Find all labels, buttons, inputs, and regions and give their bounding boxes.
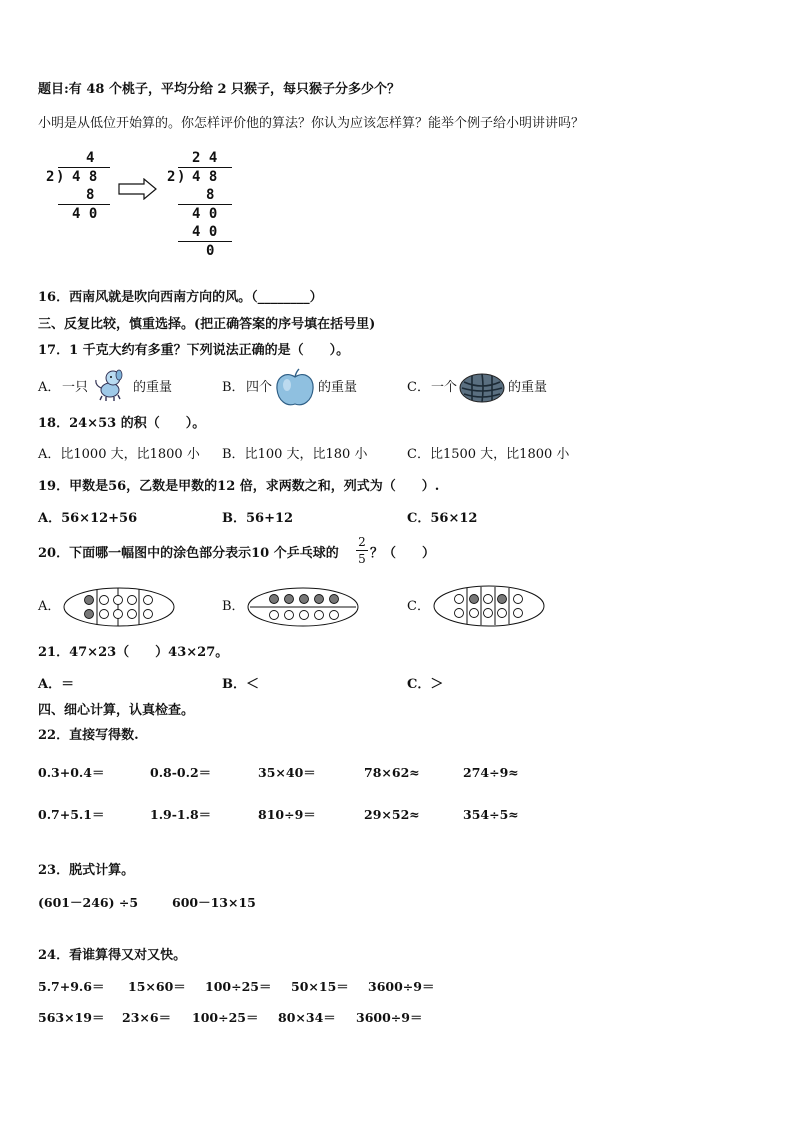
q24-r2-3: 100÷25＝ bbox=[192, 1010, 259, 1025]
question-text: 小明是从低位开始算的。你怎样评价他的算法？你认为应该怎样算？能举个例子给小明讲讲吗？ bbox=[38, 116, 585, 131]
right-sub1: 8 bbox=[206, 187, 215, 203]
q17-a-before: 一只 bbox=[62, 380, 89, 395]
fraction-denominator: 5 bbox=[358, 552, 366, 566]
q24-r2-5: 3600÷9＝ bbox=[356, 1010, 423, 1025]
apple-icon bbox=[274, 368, 316, 408]
right-rem1: 4 0 bbox=[192, 206, 218, 222]
q17-b-letter: B． bbox=[222, 380, 245, 395]
right-quotient: 2 4 bbox=[192, 150, 218, 166]
q17-a-letter: A． bbox=[38, 380, 61, 395]
q16-text: 16．西南风就是吹向西南方向的风。（________） bbox=[38, 290, 323, 305]
q21-option-b[interactable]: B．＜ bbox=[222, 677, 260, 692]
q24-r1-1: 5.7+9.6＝ bbox=[38, 979, 105, 994]
q24-r2-2: 23×6＝ bbox=[122, 1010, 172, 1025]
q21-text: 21．47×23（ ）43×27。 bbox=[38, 645, 229, 660]
section4-title: 四、细心计算，认真检查。 bbox=[38, 703, 195, 718]
problem-text: 题目:有 48 个桃子，平均分给 2 只猴子，每只猴子分多少个？ bbox=[38, 82, 401, 97]
q17-c-letter: C． bbox=[407, 380, 430, 395]
q18-option-a[interactable]: A．比1000 大，比1800 小 bbox=[38, 447, 200, 462]
q24-r1-2: 15×60＝ bbox=[128, 979, 186, 994]
q17-b-after: 的重量 bbox=[318, 380, 358, 395]
q19-option-c[interactable]: C．56×12 bbox=[407, 511, 478, 526]
q17-c-after: 的重量 bbox=[508, 380, 548, 395]
right-divisor: 2 bbox=[167, 169, 176, 185]
q20-c-figure bbox=[432, 584, 546, 628]
left-sub1: 8 bbox=[86, 187, 95, 203]
q20-text-before: 20．下面哪一幅图中的涂色部分表示10 个乒乓球的 bbox=[38, 546, 339, 561]
left-quotient: 4 bbox=[86, 150, 95, 166]
q20-fraction bbox=[356, 536, 368, 565]
q22-r1-1: 0.3+0.4＝ bbox=[38, 765, 105, 780]
q19-option-a[interactable]: A．56×12+56 bbox=[38, 511, 138, 526]
q22-r1-4: 78×62≈ bbox=[364, 765, 420, 780]
q17-b-before: 四个 bbox=[246, 380, 273, 395]
q20-a-figure bbox=[62, 586, 176, 628]
q24-r2-4: 80×34＝ bbox=[278, 1010, 336, 1025]
q24-r1-4: 50×15＝ bbox=[291, 979, 349, 994]
right-sub2: 4 0 bbox=[192, 224, 218, 240]
right-rule1 bbox=[178, 204, 232, 205]
q20-b-figure bbox=[246, 586, 360, 628]
q22-r2-4: 29×52≈ bbox=[364, 807, 420, 822]
q23-item-2: 600－13×15 bbox=[172, 895, 256, 910]
left-bracket-line bbox=[58, 167, 110, 168]
q17-a-after: 的重量 bbox=[133, 380, 173, 395]
right-rem2: 0 bbox=[206, 243, 215, 259]
watermelon-icon bbox=[458, 372, 506, 404]
q18-option-b[interactable]: B．比100 大，比180 小 bbox=[222, 447, 368, 462]
right-arrow-icon bbox=[118, 178, 158, 200]
fraction-numerator: 2 bbox=[358, 535, 366, 549]
q17-c-before: 一个 bbox=[431, 380, 458, 395]
q24-r2-1: 563×19＝ bbox=[38, 1010, 105, 1025]
q22-r1-5: 274÷9≈ bbox=[463, 765, 519, 780]
q23-item-1: (601－246) ÷5 bbox=[38, 895, 139, 910]
q22-r1-3: 35×40＝ bbox=[258, 765, 316, 780]
q22-r2-5: 354÷5≈ bbox=[463, 807, 519, 822]
q21-option-a[interactable]: A．＝ bbox=[38, 677, 75, 692]
q21-option-c[interactable]: C．＞ bbox=[407, 677, 444, 692]
q20-text-after: ？（ ） bbox=[370, 546, 436, 561]
q22-r2-3: 810÷9＝ bbox=[258, 807, 316, 822]
q24-text: 24．看谁算得又对又快。 bbox=[38, 948, 187, 963]
right-dividend: 4 8 bbox=[192, 169, 218, 185]
right-bracket-line bbox=[178, 167, 232, 168]
left-rem1: 4 0 bbox=[72, 206, 98, 222]
q22-r2-2: 1.9-1.8＝ bbox=[150, 807, 212, 822]
q18-option-c[interactable]: C．比1500 大，比1800 小 bbox=[407, 447, 570, 462]
dog-icon bbox=[92, 366, 128, 402]
q23-text: 23．脱式计算。 bbox=[38, 863, 135, 878]
q24-r1-3: 100÷25＝ bbox=[205, 979, 272, 994]
q19-option-b[interactable]: B．56+12 bbox=[222, 511, 294, 526]
left-divisor: 2 bbox=[46, 169, 55, 185]
q22-text: 22．直接写得数. bbox=[38, 728, 139, 743]
q18-text: 18．24×53 的积（ ）。 bbox=[38, 416, 206, 431]
q22-r1-2: 0.8-0.2＝ bbox=[150, 765, 212, 780]
q19-text: 19．甲数是56，乙数是甲数的12 倍，求两数之和，列式为（ ）. bbox=[38, 479, 440, 494]
q17-text: 17．1 千克大约有多重？下列说法正确的是（ ）。 bbox=[38, 343, 350, 358]
left-dividend: 4 8 bbox=[72, 169, 98, 185]
left-rule1 bbox=[58, 204, 110, 205]
q22-r2-1: 0.7+5.1＝ bbox=[38, 807, 105, 822]
q24-r1-5: 3600÷9＝ bbox=[368, 979, 435, 994]
right-rule2 bbox=[178, 241, 232, 242]
section3-title: 三、反复比较，慎重选择。(把正确答案的序号填在括号里) bbox=[38, 317, 376, 332]
